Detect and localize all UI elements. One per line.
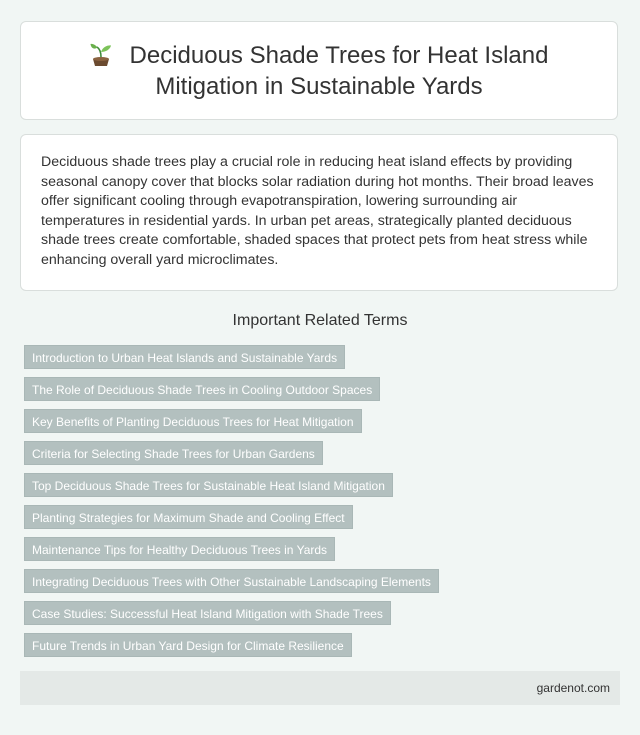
related-terms-heading: Important Related Terms — [232, 312, 408, 329]
list-item — [24, 537, 624, 561]
term-link[interactable]: Key Benefits of Planting Deciduous Trees for Heat Mitigation — [24, 409, 362, 433]
list-item — [24, 505, 624, 529]
related-terms-list — [24, 345, 624, 665]
summary-text: Deciduous shade trees play a crucial role in reducing heat island effects by providing seasonal canopy cover that blocks solar radiation during hot months. Their broad leaves offer significant cooling through evapotranspiration, lowering surrounding air temperatures in residential yards. In urban pet areas, strategically planted deciduous shade trees create comfortable, shaded spaces that protect pets from heat stress while enhancing overall yard microclimates. — [41, 154, 594, 268]
term-link[interactable]: Future Trends in Urban Yard Design for Climate Resilience — [24, 633, 352, 657]
list-item — [24, 473, 624, 497]
term-link[interactable]: Planting Strategies for Maximum Shade and Cooling Effect — [24, 505, 353, 529]
list-item — [24, 569, 624, 593]
list-item — [24, 441, 624, 465]
list-item — [24, 601, 624, 625]
list-item — [24, 633, 624, 657]
term-link[interactable]: Introduction to Urban Heat Islands and Sustainable Yards — [24, 345, 345, 369]
footer-site-link[interactable]: gardenot.com — [536, 681, 610, 695]
term-link[interactable]: Case Studies: Successful Heat Island Mitigation with Shade Trees — [24, 601, 391, 625]
header-card — [20, 21, 618, 120]
summary-card — [20, 134, 618, 291]
list-item — [24, 377, 624, 401]
page-title — [39, 40, 599, 102]
list-item — [24, 409, 624, 433]
term-link[interactable]: Maintenance Tips for Healthy Deciduous Trees in Yards — [24, 537, 335, 561]
list-item — [24, 345, 624, 369]
page-title-text: Deciduous Shade Trees for Heat Island Mitigation in Sustainable Yards — [129, 41, 549, 100]
term-link[interactable]: The Role of Deciduous Shade Trees in Cooling Outdoor Spaces — [24, 377, 380, 401]
term-link[interactable]: Integrating Deciduous Trees with Other Sustainable Landscaping Elements — [24, 569, 439, 593]
term-link[interactable]: Top Deciduous Shade Trees for Sustainable Heat Island Mitigation — [24, 473, 393, 497]
sprout-icon — [90, 41, 112, 67]
term-link[interactable]: Criteria for Selecting Shade Trees for Urban Gardens — [24, 441, 323, 465]
footer — [20, 671, 620, 705]
